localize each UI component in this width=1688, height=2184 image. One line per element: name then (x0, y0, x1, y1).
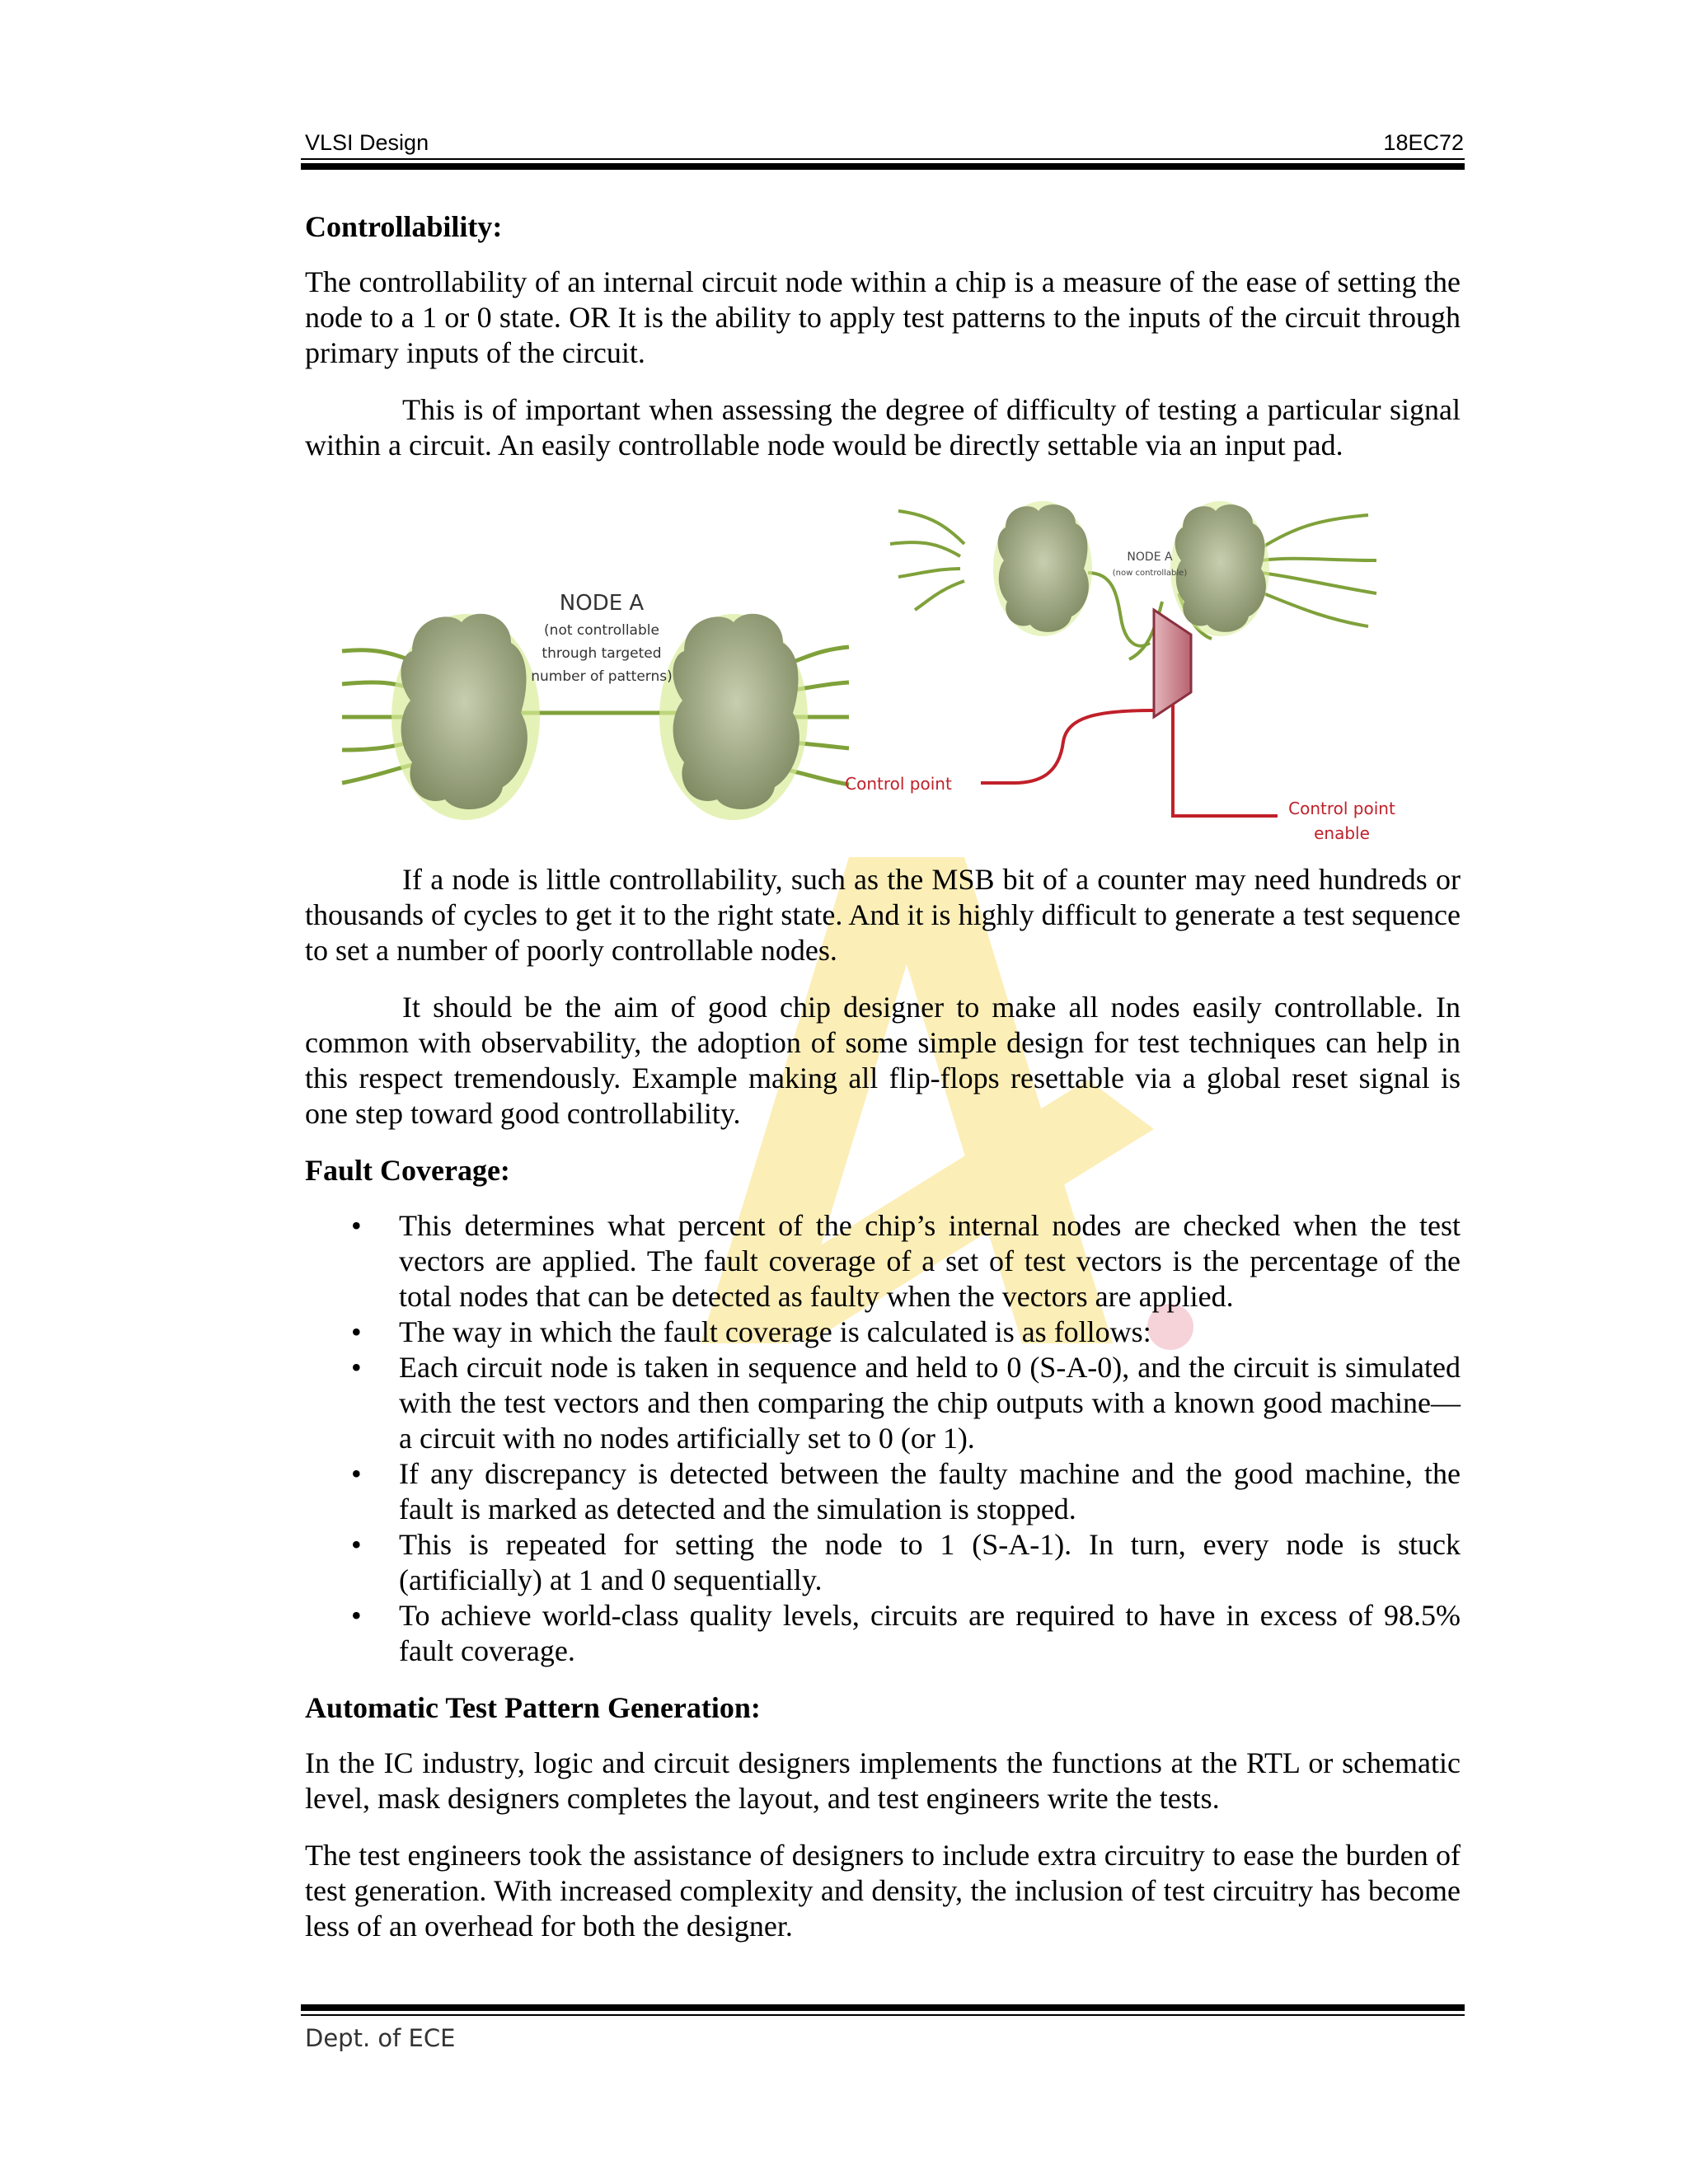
controllability-figure (305, 478, 1461, 851)
list-item-text: To achieve world-class quality levels, circuits are required to have in excess of 98.5% fault coverage. (399, 1599, 1461, 1667)
left-node-subtitle-2: through targeted (542, 645, 662, 662)
list-item (305, 1527, 1461, 1598)
bullet-icon: • (351, 1209, 362, 1242)
bullet-icon: • (351, 1599, 362, 1632)
bullet-icon: • (351, 1528, 362, 1561)
list-item-text: If any discrepancy is detected between the faulty machine and the good machine, the fault is marked as detected and the simulation is stopped. (399, 1457, 1461, 1526)
list-item (305, 1598, 1461, 1669)
control-point-enable-label-1: Control point (1288, 799, 1395, 818)
list-item-text: The way in which the fault coverage is calculated is as follows: (399, 1315, 1151, 1348)
paragraph: This is of important when assessing the degree of difficulty of testing a particular signal within a circuit. An easily controllable node would be directly settable via an input pad. (305, 393, 1461, 462)
header-rule-thin (301, 158, 1465, 160)
right-cloud-1 (993, 501, 1092, 636)
bullet-icon: • (351, 1351, 362, 1384)
right-diagram (890, 511, 1376, 659)
main-content (305, 206, 1461, 1944)
left-cloud-2 (659, 614, 808, 820)
footer-department: Dept. of ECE (305, 2024, 456, 2052)
mux-shape (1154, 610, 1191, 717)
bullet-icon: • (351, 1457, 362, 1490)
footer-rule-thin (301, 2014, 1465, 2016)
left-node-subtitle-1: (not controllable (544, 622, 659, 639)
paragraph: The controllability of an internal circuit node within a chip is a measure of the ease of setting the node to a 1 or 0 state. OR It is the ability to apply test patterns to the inputs of the circuit through primary inputs of the circuit. (305, 265, 1461, 369)
heading-atpg: Automatic Test Pattern Generation: (305, 1691, 761, 1724)
list-item (305, 1456, 1461, 1527)
bullet-icon: • (351, 1315, 362, 1348)
right-node-subtitle: (now controllable) (1112, 569, 1188, 578)
header-rule-thick (301, 163, 1465, 170)
header-title: VLSI Design (305, 130, 429, 155)
list-item-text: This determines what percent of the chip’s internal nodes are checked when the test vectors are applied. The fault coverage of a set of test vectors is the percentage of the total nodes that can be detected as faulty when the vectors are applied. (399, 1209, 1461, 1313)
paragraph: If a node is little controllability, such as the MSB bit of a counter may need hundreds or thousands of cycles to get it to the right state. And it is highly difficult to generate a test sequence to set a number of poorly controllable nodes. (305, 863, 1461, 967)
paragraph: In the IC industry, logic and circuit designers implements the functions at the RTL or schematic level, mask designers completes the layout, and test engineers write the tests. (305, 1746, 1461, 1815)
left-node-subtitle-3: number of patterns) (531, 668, 673, 685)
control-wires (981, 705, 1278, 816)
list-item (305, 1350, 1461, 1456)
right-node-title: NODE A (1127, 551, 1173, 564)
paragraph: The test engineers took the assistance of designers to include extra circuitry to ease the burden of test generation. With increased complexity and density, the inclusion of test circuitry has become less of an overhead for both the designer. (305, 1839, 1461, 1943)
list-item (305, 1208, 1461, 1315)
paragraph: It should be the aim of good chip designer to make all nodes easily controllable. In common with observability, the adoption of some simple design for test techniques can help in this respect tremendously. Example making all flip-flops resettable via a global reset signal is one step toward good controllability. (305, 991, 1461, 1130)
list-item-text: Each circuit node is taken in sequence and held to 0 (S-A-0), and the circuit is simulated with the test vectors and then comparing the chip outputs with a known good machine—a circuit with no nodes artificially set to 0 (or 1). (399, 1351, 1461, 1455)
heading-controllability: Controllability: (305, 210, 503, 243)
left-cloud-1 (392, 614, 540, 820)
footer-rule-thick (301, 2004, 1465, 2011)
control-point-enable-label-2: enable (1314, 823, 1370, 843)
control-point-label: Control point (845, 774, 952, 794)
node-diagram (305, 478, 1461, 851)
list-item (305, 1315, 1461, 1350)
list-item-text: This is repeated for setting the node to 1 (S-A-1). In turn, every node is stuck (artificially) at 1 and 0 sequentially. (399, 1528, 1461, 1596)
left-node-title: NODE A (559, 591, 645, 616)
header-course-code: 18EC72 (1383, 130, 1464, 155)
heading-fault-coverage: Fault Coverage: (305, 1154, 510, 1187)
fault-coverage-list (305, 1208, 1461, 1669)
